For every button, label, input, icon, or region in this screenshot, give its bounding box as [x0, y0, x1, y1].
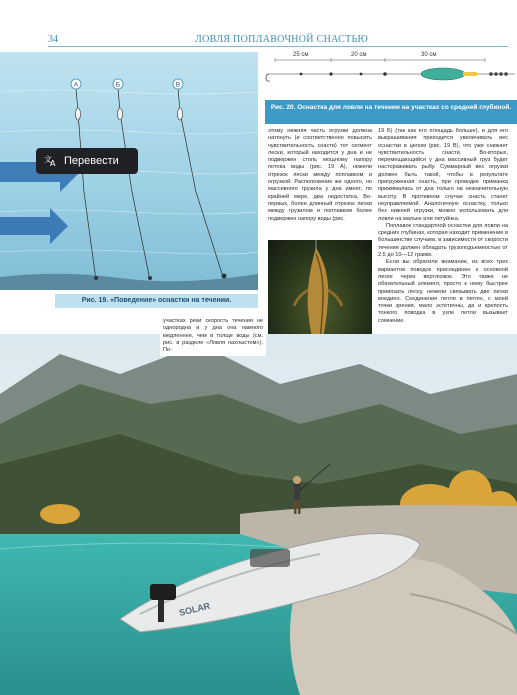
text-column-middle	[268, 128, 372, 223]
paragraph-right-2: Поплавок стандартной оснастки для ловли на средних глубинах, которая находит применение в большинстве случаев, в зависимости от скорости течения должен обладать грузоподъемностью от 2,5 до 10—12 грамм.	[378, 222, 508, 259]
paragraph-right-3: Если вы обратили внимание, из всех трех вариантов поводок присоединен к основной леске через вертлюжок. Это также не обязательный элемент, просто к нему быстрее привязать леску, нежели связывать две лески воедино. Соединения петля в петлю, с моей точки зрения, мало эстетичны, да и крепость тонкого поводка в узле петли вызывает сомнение.	[378, 259, 508, 324]
fig20-distance-2: 20 см	[351, 52, 367, 58]
translate-button[interactable]	[36, 148, 138, 174]
paragraph-right-1: 19 Б) (так как его площадь больше), и для его выкрашивания приходится увеличивать вес оснастки в целом (рис. 19 В), что уже снижает чувствительность снасти. Во-вторых, перемещающийся у дна массивный груз будет настораживать рыбу. Суммарный вес огрузки должен быть такой, чтобы в результате пригруженная снасть, при проводке приманка прижималась от дна только на незначительную высоту. В противном случае снасть станет неуправляемой. Аналогичную оснастку, только без нижней огрузки, можно использовать для ловли на мальке или летуйнка.	[378, 128, 508, 222]
fig20-distance-1: 25 см	[293, 52, 309, 58]
figure-20-caption: Рис. 20. Оснастка для ловли на течении на участках со средней глубиной.	[265, 100, 517, 124]
translate-label: Перевести	[64, 155, 119, 167]
figure-20-illustration	[265, 48, 517, 100]
paragraph-middle: этому нижняя часть огрузки должна натянуть (и соответственно повысить чувствительность снасти) тот сегмент лески, который находится у дна и не подвержен столь мощному напору потока воды (рис. 19 А), нежели отрезок лески между поплавком и огрузкой. Расположение же одного, но массивного грузила у дна имеет, по крайней мере, два недостатка. Во-первых, более длинный отрезок лески между грузилом и поплавком более подвержен напору воды (рис.	[268, 128, 372, 222]
fig19-label-v: В	[175, 81, 181, 89]
page-number: 34	[48, 34, 58, 45]
translate-icon	[44, 153, 58, 170]
text-column-right	[378, 128, 508, 325]
fig19-label-b: Б	[115, 81, 121, 89]
landscape-photo	[0, 334, 517, 695]
svg-text:文: 文	[44, 154, 52, 164]
header-rule	[48, 46, 508, 47]
text-column-left-bottom	[160, 316, 266, 356]
running-title: ЛОВЛЯ ПОПЛАВОЧНОЙ СНАСТЬЮ	[195, 34, 369, 45]
boat-brand-label: SOLAR	[178, 600, 212, 618]
svg-text:A: A	[50, 158, 56, 167]
fig20-distance-3: 30 см	[421, 52, 437, 58]
paragraph-left-bottom: участках реки скорость течения не однородна и у дна она намного медленнее, чем в толще воды (см. рис. в разделе «Ловля нахлыстом»). По-	[163, 318, 263, 354]
fig19-label-a: А	[73, 81, 79, 89]
figure-19-caption: Рис. 19. «Поведение» оснастки на течении.	[55, 294, 258, 308]
